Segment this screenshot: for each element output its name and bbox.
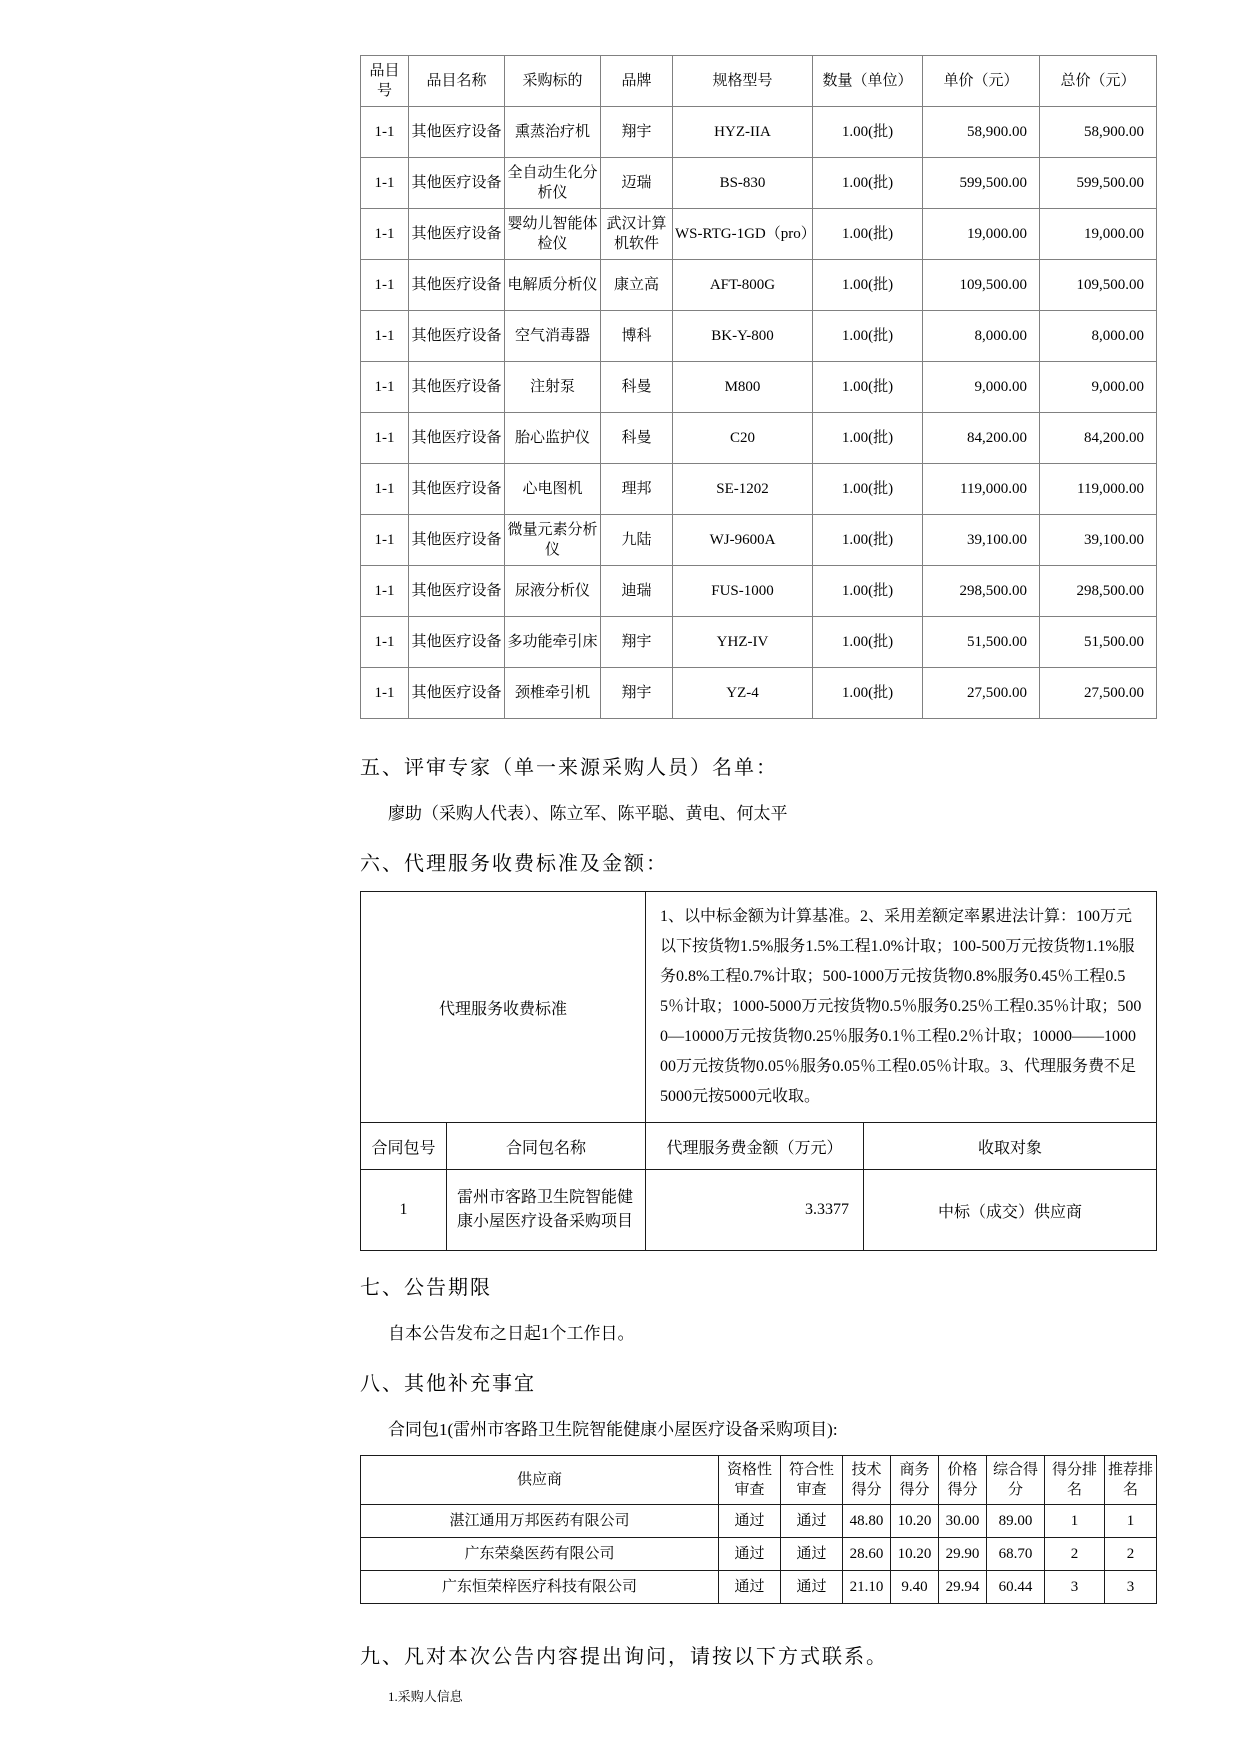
purchaser-info-note: 1.采购人信息 xyxy=(388,1689,463,1704)
table-cell: 28.60 xyxy=(843,1538,891,1571)
table-cell: 科曼 xyxy=(601,362,673,413)
table-header-cell: 总价（元） xyxy=(1040,56,1157,107)
table-cell: HYZ-IIA xyxy=(673,107,813,158)
table-header-row xyxy=(361,1456,1157,1505)
table-cell: 全自动生化分析仪 xyxy=(505,158,601,209)
agency-fee-table xyxy=(360,891,1157,1251)
table-header-row xyxy=(361,1123,1157,1170)
table-cell: 其他医疗设备 xyxy=(409,566,505,617)
table-header-cell: 数量（单位） xyxy=(813,56,923,107)
contract-package-name: 雷州市客路卫生院智能健康小屋医疗设备采购项目 xyxy=(447,1170,646,1251)
table-cell: 119,000.00 xyxy=(1040,464,1157,515)
table-row xyxy=(361,260,1157,311)
table-cell: 注射泵 xyxy=(505,362,601,413)
table-cell: 通过 xyxy=(781,1505,843,1538)
table-row xyxy=(361,566,1157,617)
table-header-cell: 单价（元） xyxy=(923,56,1040,107)
table-cell: 广东恒荣梓医疗科技有限公司 xyxy=(361,1571,719,1604)
table-row xyxy=(361,311,1157,362)
table-row xyxy=(361,892,1157,1123)
table-cell: 1.00(批) xyxy=(813,515,923,566)
table-cell: 119,000.00 xyxy=(923,464,1040,515)
table-cell: 27,500.00 xyxy=(923,668,1040,719)
section-title-announcement-period: 七、公告期限 xyxy=(360,1277,492,1299)
table-cell: 1.00(批) xyxy=(813,107,923,158)
table-cell: 1-1 xyxy=(361,413,409,464)
table-cell: 39,100.00 xyxy=(923,515,1040,566)
table-header-cell: 资格性审查 xyxy=(719,1456,781,1505)
table-cell: 心电图机 xyxy=(505,464,601,515)
table-cell: 通过 xyxy=(719,1571,781,1604)
table-cell: 其他医疗设备 xyxy=(409,413,505,464)
table-cell: YHZ-IV xyxy=(673,617,813,668)
table-cell: 8,000.00 xyxy=(923,311,1040,362)
table-cell: 1-1 xyxy=(361,566,409,617)
table-cell: 迪瑞 xyxy=(601,566,673,617)
section-title-supplementary: 八、其他补充事宜 xyxy=(360,1373,536,1395)
table-cell: 599,500.00 xyxy=(1040,158,1157,209)
table-row xyxy=(361,1571,1157,1604)
table-cell: 1.00(批) xyxy=(813,413,923,464)
table-cell: AFT-800G xyxy=(673,260,813,311)
table-cell: 89.00 xyxy=(987,1505,1045,1538)
table-cell: C20 xyxy=(673,413,813,464)
table-cell: WS-RTG-1GD（pro） xyxy=(673,209,813,260)
table-header-cell: 代理服务费金额（万元） xyxy=(646,1123,864,1170)
table-cell: 其他医疗设备 xyxy=(409,260,505,311)
table-cell: 颈椎牵引机 xyxy=(505,668,601,719)
table-cell: 1.00(批) xyxy=(813,617,923,668)
table-cell: 湛江通用万邦医药有限公司 xyxy=(361,1505,719,1538)
table-row xyxy=(361,107,1157,158)
fee-standard-label: 代理服务收费标准 xyxy=(361,892,646,1123)
section-title-experts: 五、评审专家（单一来源采购人员）名单： xyxy=(360,757,778,779)
table-header-cell: 得分排名 xyxy=(1045,1456,1105,1505)
table-cell: 微量元素分析仪 xyxy=(505,515,601,566)
table-cell: 9.40 xyxy=(891,1571,939,1604)
table-header-cell: 技术得分 xyxy=(843,1456,891,1505)
table-cell: 1-1 xyxy=(361,464,409,515)
table-cell: 1 xyxy=(1105,1505,1157,1538)
table-cell: 通过 xyxy=(781,1538,843,1571)
table-cell: 3 xyxy=(1105,1571,1157,1604)
table-cell: 1.00(批) xyxy=(813,209,923,260)
table-cell: 其他医疗设备 xyxy=(409,617,505,668)
table-row xyxy=(361,158,1157,209)
table-cell: 科曼 xyxy=(601,413,673,464)
table-cell: 其他医疗设备 xyxy=(409,464,505,515)
table-cell: 39,100.00 xyxy=(1040,515,1157,566)
table-cell: 1-1 xyxy=(361,362,409,413)
procurement-items-table xyxy=(360,55,1157,719)
table-cell: 9,000.00 xyxy=(923,362,1040,413)
table-header-cell: 综合得分 xyxy=(987,1456,1045,1505)
table-cell: 其他医疗设备 xyxy=(409,515,505,566)
table-cell: 1.00(批) xyxy=(813,464,923,515)
table-cell: 胎心监护仪 xyxy=(505,413,601,464)
fee-collect-target: 中标（成交）供应商 xyxy=(864,1170,1157,1251)
table-header-cell: 价格得分 xyxy=(939,1456,987,1505)
table-row xyxy=(361,1538,1157,1571)
table-cell: 1 xyxy=(1045,1505,1105,1538)
table-cell: 其他医疗设备 xyxy=(409,311,505,362)
table-cell: 其他医疗设备 xyxy=(409,209,505,260)
table-cell: 翔宇 xyxy=(601,668,673,719)
table-row xyxy=(361,209,1157,260)
table-cell: 10.20 xyxy=(891,1538,939,1571)
table-cell: 51,500.00 xyxy=(923,617,1040,668)
table-cell: 1-1 xyxy=(361,311,409,362)
table-row xyxy=(361,1505,1157,1538)
table-cell: 1-1 xyxy=(361,107,409,158)
table-header-cell: 收取对象 xyxy=(864,1123,1157,1170)
table-cell: 1.00(批) xyxy=(813,158,923,209)
table-cell: 九陆 xyxy=(601,515,673,566)
table-cell: 3 xyxy=(1045,1571,1105,1604)
table-cell: 通过 xyxy=(781,1571,843,1604)
table-cell: 1-1 xyxy=(361,209,409,260)
table-cell: 空气消毒器 xyxy=(505,311,601,362)
section-title-agency-fee: 六、代理服务收费标准及金额： xyxy=(360,853,668,875)
table-cell: 1-1 xyxy=(361,515,409,566)
table-cell: 51,500.00 xyxy=(1040,617,1157,668)
table-cell: 58,900.00 xyxy=(923,107,1040,158)
items-table-header xyxy=(361,56,1157,107)
table-header-cell: 推荐排名 xyxy=(1105,1456,1157,1505)
section-title-contact: 九、凡对本次公告内容提出询问，请按以下方式联系。 xyxy=(360,1646,888,1668)
table-cell: 通过 xyxy=(719,1538,781,1571)
table-row xyxy=(361,362,1157,413)
table-cell: 博科 xyxy=(601,311,673,362)
table-cell: 60.44 xyxy=(987,1571,1045,1604)
table-cell: 1-1 xyxy=(361,617,409,668)
table-cell: 其他医疗设备 xyxy=(409,362,505,413)
table-cell: 其他医疗设备 xyxy=(409,158,505,209)
table-cell: 29.94 xyxy=(939,1571,987,1604)
contract-package-number: 1 xyxy=(361,1170,447,1251)
table-cell: 58,900.00 xyxy=(1040,107,1157,158)
items-table-body xyxy=(361,107,1157,719)
table-cell: 1.00(批) xyxy=(813,566,923,617)
contract-package-line: 合同包1(雷州市客路卫生院智能健康小屋医疗设备采购项目): xyxy=(388,1420,838,1439)
table-cell: 1-1 xyxy=(361,668,409,719)
table-cell: 68.70 xyxy=(987,1538,1045,1571)
experts-name-list: 廖助（采购人代表）、陈立军、陈平聪、黄电、何太平 xyxy=(388,804,788,823)
table-cell: 2 xyxy=(1045,1538,1105,1571)
table-header-row xyxy=(361,56,1157,107)
table-row xyxy=(361,617,1157,668)
table-cell: 电解质分析仪 xyxy=(505,260,601,311)
table-cell: 48.80 xyxy=(843,1505,891,1538)
table-header-cell: 规格型号 xyxy=(673,56,813,107)
table-cell: 多功能牵引床 xyxy=(505,617,601,668)
table-cell: 其他医疗设备 xyxy=(409,668,505,719)
table-cell: 9,000.00 xyxy=(1040,362,1157,413)
score-table-header xyxy=(361,1456,1157,1505)
table-cell: 其他医疗设备 xyxy=(409,107,505,158)
table-cell: 84,200.00 xyxy=(1040,413,1157,464)
table-header-cell: 品目名称 xyxy=(409,56,505,107)
table-row xyxy=(361,515,1157,566)
table-cell: 84,200.00 xyxy=(923,413,1040,464)
table-cell: 武汉计算机软件 xyxy=(601,209,673,260)
table-row xyxy=(361,413,1157,464)
table-cell: 1.00(批) xyxy=(813,260,923,311)
table-header-cell: 符合性审查 xyxy=(781,1456,843,1505)
table-row xyxy=(361,464,1157,515)
table-cell: 尿液分析仪 xyxy=(505,566,601,617)
table-cell: 109,500.00 xyxy=(923,260,1040,311)
table-cell: 599,500.00 xyxy=(923,158,1040,209)
table-cell: 29.90 xyxy=(939,1538,987,1571)
table-cell: SE-1202 xyxy=(673,464,813,515)
table-cell: BK-Y-800 xyxy=(673,311,813,362)
table-header-cell: 商务得分 xyxy=(891,1456,939,1505)
table-cell: 30.00 xyxy=(939,1505,987,1538)
table-cell: 1.00(批) xyxy=(813,311,923,362)
table-cell: 19,000.00 xyxy=(923,209,1040,260)
table-cell: 10.20 xyxy=(891,1505,939,1538)
table-cell: WJ-9600A xyxy=(673,515,813,566)
table-cell: 298,500.00 xyxy=(923,566,1040,617)
table-cell: 通过 xyxy=(719,1505,781,1538)
table-cell: 109,500.00 xyxy=(1040,260,1157,311)
table-header-cell: 品目号 xyxy=(361,56,409,107)
table-cell: BS-830 xyxy=(673,158,813,209)
table-cell: 19,000.00 xyxy=(1040,209,1157,260)
fee-standard-text: 1、以中标金额为计算基准。2、采用差额定率累进法计算：100万元以下按货物1.5%服务1.5%工程1.0%计取；100-500万元按货物1.1%服务0.8%工程0.7%计取；500-1000万元按货物0.8%服务0.45％工程0.55％计取；1000-5000万元按货物0.5％服务0.25％工程0.35％计取；5000—10000万元按货物0.25％服务0.1％工程0.2％计取；10000——100000万元按货物0.05％服务0.05％工程0.05％计取。3、代理服务费不足5000元按5000元收取。 xyxy=(646,892,1157,1123)
table-row xyxy=(361,1170,1157,1251)
supplier-score-table xyxy=(360,1455,1157,1604)
table-cell: 1.00(批) xyxy=(813,362,923,413)
table-header-cell: 品牌 xyxy=(601,56,673,107)
table-cell: 1-1 xyxy=(361,158,409,209)
score-table-body xyxy=(361,1505,1157,1604)
table-cell: 1.00(批) xyxy=(813,668,923,719)
table-header-cell: 合同包名称 xyxy=(447,1123,646,1170)
table-cell: 2 xyxy=(1105,1538,1157,1571)
table-cell: 理邦 xyxy=(601,464,673,515)
table-cell: 熏蒸治疗机 xyxy=(505,107,601,158)
table-cell: 298,500.00 xyxy=(1040,566,1157,617)
table-cell: 27,500.00 xyxy=(1040,668,1157,719)
table-cell: 迈瑞 xyxy=(601,158,673,209)
table-row xyxy=(361,668,1157,719)
table-cell: 康立高 xyxy=(601,260,673,311)
announcement-period-text: 自本公告发布之日起1个工作日。 xyxy=(388,1324,635,1343)
table-cell: 广东荣燊医药有限公司 xyxy=(361,1538,719,1571)
table-cell: 翔宇 xyxy=(601,107,673,158)
table-header-cell: 合同包号 xyxy=(361,1123,447,1170)
table-cell: 21.10 xyxy=(843,1571,891,1604)
table-cell: 婴幼儿智能体检仪 xyxy=(505,209,601,260)
table-cell: FUS-1000 xyxy=(673,566,813,617)
table-cell: 翔宇 xyxy=(601,617,673,668)
table-cell: M800 xyxy=(673,362,813,413)
table-header-cell: 采购标的 xyxy=(505,56,601,107)
table-cell: 8,000.00 xyxy=(1040,311,1157,362)
table-cell: YZ-4 xyxy=(673,668,813,719)
agency-fee-amount: 3.3377 xyxy=(646,1170,864,1251)
document-page xyxy=(360,0,1160,1705)
table-header-cell: 供应商 xyxy=(361,1456,719,1505)
table-cell: 1-1 xyxy=(361,260,409,311)
